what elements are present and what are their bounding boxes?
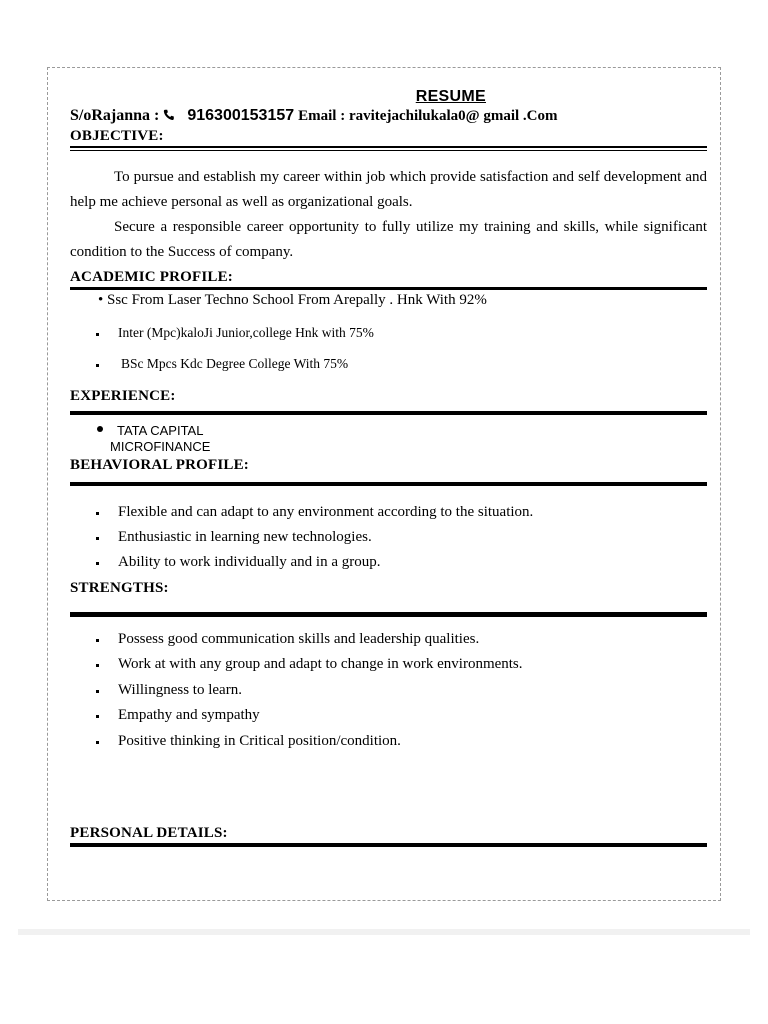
- bullet-square: [96, 562, 99, 565]
- strengths-rule: [70, 612, 707, 617]
- bullet-square: [96, 639, 99, 642]
- name-label: S/oRajanna :: [70, 107, 160, 124]
- objective-paragraph-1: To pursue and establish my career within job which provide satisfaction and self development and help me achieve personal as well as organizational goals.: [70, 169, 707, 210]
- objective-text: [70, 165, 707, 265]
- behavioral-heading: BEHAVIORAL PROFILE:: [70, 457, 249, 473]
- resume-title: RESUME: [415, 88, 486, 105]
- objective-paragraph-2: Secure a responsible career opportunity to fully utilize my training and skills, while significant condition to the Success of company.: [70, 219, 707, 260]
- strengths-heading: STRENGTHS:: [70, 580, 169, 596]
- behavioral-rule: [70, 482, 707, 486]
- academic-item: • Ssc From Laser Techno School From Arepally . Hnk With 92%: [98, 292, 487, 308]
- academic-rule: [70, 287, 707, 290]
- bullet-square: [96, 537, 99, 540]
- objective-rule-bottom: [70, 150, 707, 151]
- bullet-square: [96, 715, 99, 718]
- objective-rule-top: [70, 146, 707, 148]
- experience-heading: EXPERIENCE:: [70, 388, 176, 404]
- objective-heading: OBJECTIVE:: [70, 128, 164, 144]
- personal-heading: PERSONAL DETAILS:: [70, 825, 228, 841]
- bullet-square: [96, 741, 99, 744]
- page-bottom-divider: [18, 929, 750, 935]
- phone-number: 916300153157: [187, 107, 295, 124]
- bullet-square: [96, 333, 99, 336]
- experience-item-line-2: MICROFINANCE: [110, 439, 211, 454]
- phone-icon: [163, 109, 175, 121]
- bullet-square: [96, 364, 99, 367]
- academic-heading: ACADEMIC PROFILE:: [70, 269, 233, 285]
- personal-rule: [70, 843, 707, 847]
- bullet-square: [96, 690, 99, 693]
- experience-rule: [70, 411, 707, 415]
- bullet-dot: [97, 426, 103, 432]
- bullet-square: [96, 512, 99, 515]
- bullet-square: [96, 664, 99, 667]
- email-address: Email : ravitejachilukala0@ gmail .Com: [298, 108, 558, 124]
- contact-line: [70, 107, 558, 125]
